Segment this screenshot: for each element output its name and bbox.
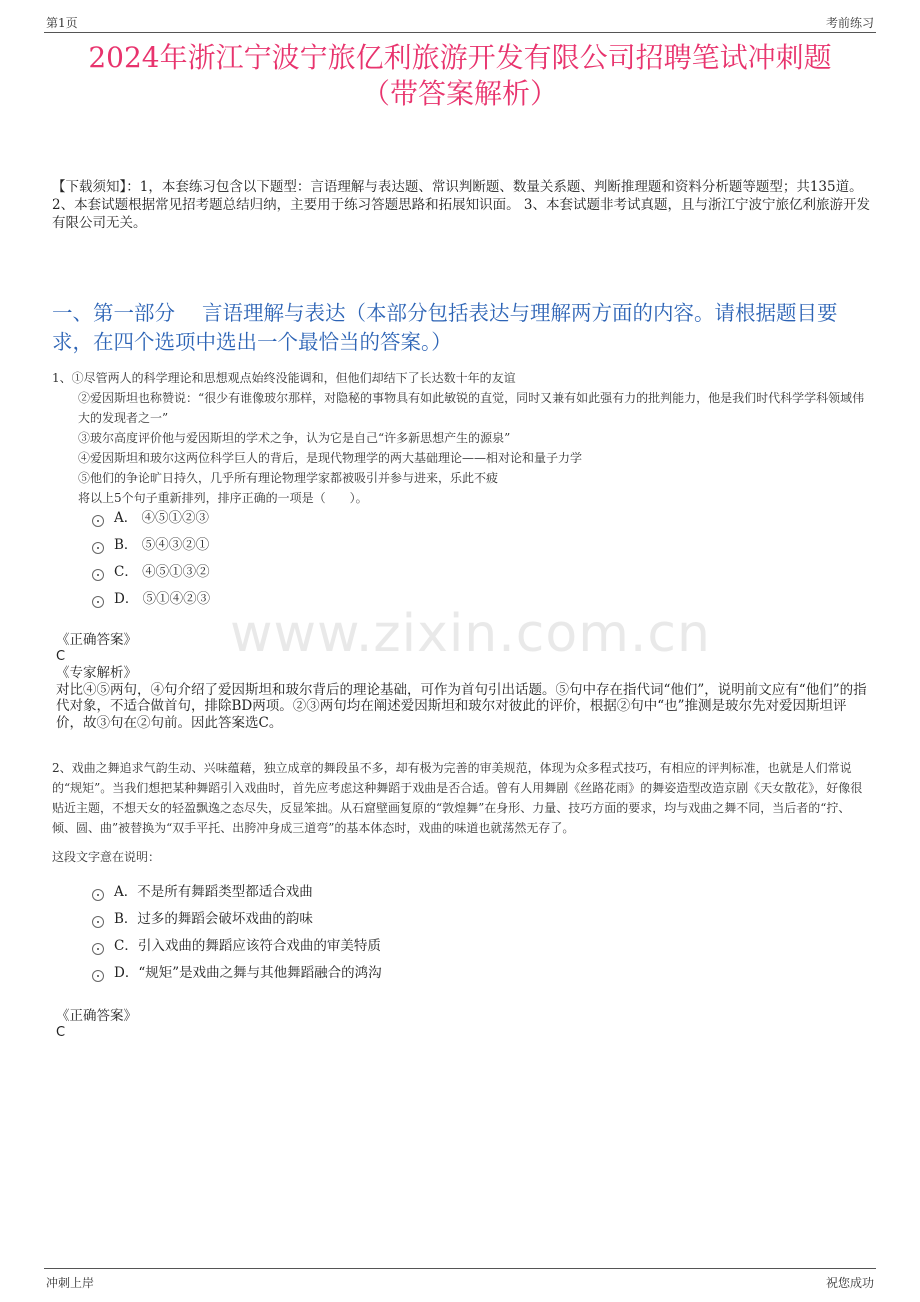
watermark: www.zixin.com.cn [230,604,711,664]
question-1-options [92,505,210,613]
radio-icon[interactable] [92,515,104,527]
section-heading: 一、第一部分 言语理解与表达（本部分包括表达与理解两方面的内容。请根据题目要求，在四个选项中选出一个最恰当的答案。） [52,301,838,354]
option-d[interactable] [92,960,382,987]
question-2-prompt: 这段文字意在说明： [52,850,161,864]
radio-icon[interactable] [92,596,104,608]
download-notice: 【下载须知】：1，本套练习包含以下题型：言语理解与表达题、常识判断题、数量关系题、判断推理题和资料分析题等题型；共135道。 2、本套试题根据常见招考题总结归纳，主要用于练习答题思路和拓展知识面。 3、本套试题非考试真题，且与浙江宁波宁旅亿利旅游开发有限公司无关。 [52,179,870,231]
option-d[interactable] [92,586,210,613]
option-label: C． ④⑤①③② [114,564,210,580]
option-c[interactable] [92,559,210,586]
option-label: B． ⑤④③②① [114,537,210,553]
page-footer [44,1268,876,1293]
option-label: D． ⑤①④②③ [114,591,211,607]
q1-line: 将以上5个句子重新排列，排序正确的一项是（ ）。 [78,491,368,505]
option-label: B．过多的舞蹈会破坏戏曲的韵味 [114,911,313,927]
option-label: A． ④⑤①②③ [114,510,210,526]
radio-icon[interactable] [92,542,104,554]
question-2-stem: 2、戏曲之舞追求气韵生动、兴味蕴藉，独立成章的舞段虽不多，却有极为完善的审美规范，体现为众多程式技巧，有相应的评判标准，也就是人们常说的“规矩”。当我们想把某种舞蹈引入戏曲时，首先应考虑这种舞蹈于戏曲是否合适。曾有人用舞剧《丝路花雨》的舞姿造型改造京剧《天女散花》，好像很贴近主题，不想天女的轻盈飘逸之态尽失，反显笨拙。从石窟壁画复原的“敦煌舞”在身形、力量、技巧方面的要求，均与戏曲之舞不同，当后者的“拧、倾、圆、曲”被替换为“双手平托、出胯冲身成三道弯”的基本体态时，戏曲的味道也就荡然无存了。 [52,761,863,835]
document-title [40,40,880,112]
page-header [44,10,876,33]
answer-value: C [56,1024,66,1040]
q1-line: ⑤他们的争论旷日持久，几乎所有理论物理学家都被吸引并参与进来，乐此不疲 [78,471,499,485]
q1-line: ②爱因斯坦也称赞说：“很少有谁像玻尔那样，对隐秘的事物具有如此敏锐的直觉，同时又兼有如此强有力的批判能力，他是我们时代科学学科领域伟大的发现者之一” [78,391,865,425]
question-1-stem [52,368,870,508]
analysis-label: 《专家解析》 [56,665,137,681]
option-a[interactable] [92,879,382,906]
radio-icon[interactable] [92,916,104,928]
option-c[interactable] [92,933,382,960]
radio-icon[interactable] [92,889,104,901]
option-b[interactable] [92,532,210,559]
q1-line: 1、①尽管两人的科学理论和思想观点始终没能调和，但他们却结下了长达数十年的友谊 [52,371,516,385]
radio-icon[interactable] [92,970,104,982]
footer-right-text: 祝您成功 [825,1276,874,1290]
q1-line: ④爱因斯坦和玻尔这两位科学巨人的背后，是现代物理学的两大基础理论——相对论和量子力学 [78,451,583,465]
radio-icon[interactable] [92,943,104,955]
radio-icon[interactable] [92,569,104,581]
footer-left-text: 冲刺上岸 [46,1276,95,1290]
answer-label: 《正确答案》 [56,1008,137,1024]
title-line-1: 2024年浙江宁波宁旅亿利旅游开发有限公司招聘笔试冲刺题 [88,41,832,74]
option-a[interactable] [92,505,210,532]
header-tag: 考前练习 [825,16,874,30]
option-b[interactable] [92,906,382,933]
answer-label: 《正确答案》 [56,632,137,648]
option-label: C．引入戏曲的舞蹈应该符合戏曲的审美特质 [114,938,381,954]
question-2-options [92,879,382,987]
option-label: A．不是所有舞蹈类型都适合戏曲 [114,884,313,900]
title-line-2: （带答案解析） [361,77,558,110]
question-2-answer [56,1008,870,1041]
answer-value: C [56,648,66,664]
analysis-text: 对比④⑤两句，④句介绍了爱因斯坦和玻尔背后的理论基础，可作为首句引出话题。⑤句中存在指代词“他们”，说明前文应有“他们”的指代对象，不适合做首句，排除BD两项。②③两句均在阐述爱因斯坦和玻尔对彼此的评价，根据②句中“也”推测是玻尔先对爱因斯坦评价，故③句在②句前。因此答案选C。 [56,681,867,731]
page-number: 第1页 [46,16,78,30]
question-1-answer [56,632,870,731]
option-label: D．“规矩”是戏曲之舞与其他舞蹈融合的鸿沟 [114,965,382,981]
q1-line: ③玻尔高度评价他与爱因斯坦的学术之争，认为它是自己“许多新思想产生的源泉” [78,431,511,445]
